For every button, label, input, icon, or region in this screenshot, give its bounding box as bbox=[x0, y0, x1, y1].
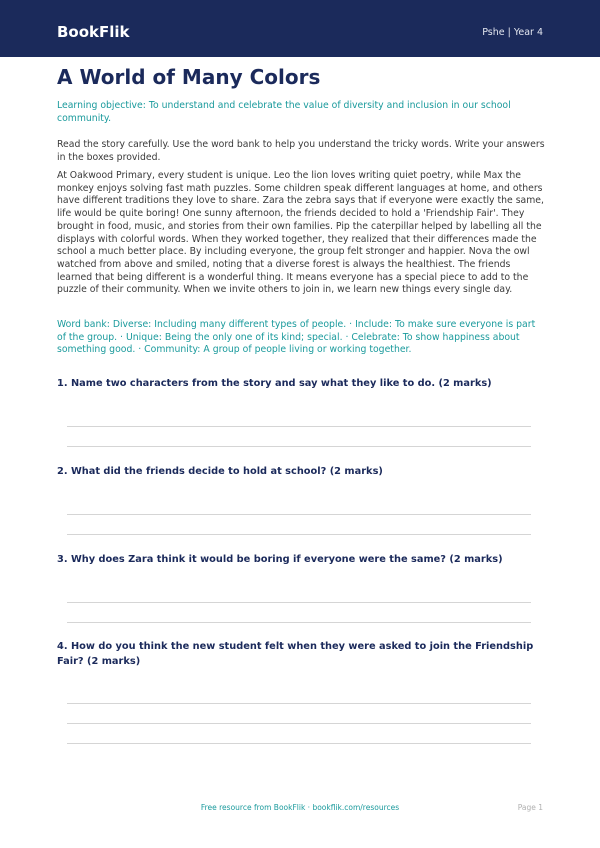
answer-line-q3-1[interactable] bbox=[67, 602, 531, 603]
instructions: Read the story carefully. Use the word bank to help you understand the tricky words. Write your answers in the boxes provided. bbox=[57, 139, 545, 163]
answer-line-q4-3[interactable] bbox=[67, 743, 531, 744]
subject-year-label: Pshe | Year 4 bbox=[482, 27, 543, 38]
answer-line-q1-1[interactable] bbox=[67, 426, 531, 427]
page-title: A World of Many Colors bbox=[57, 65, 321, 89]
answer-line-q1-2[interactable] bbox=[67, 446, 531, 447]
page-number: Page 1 bbox=[517, 803, 543, 812]
question-4: 4. How do you think the new student felt when they were asked to join the Friendship Fair? (2 marks) bbox=[57, 641, 534, 667]
answer-line-q4-2[interactable] bbox=[67, 723, 531, 724]
answer-line-q2-2[interactable] bbox=[67, 534, 531, 535]
brand-logo-text: BookFlik bbox=[57, 23, 130, 41]
question-2: 2. What did the friends decide to hold at school? (2 marks) bbox=[57, 466, 383, 477]
word-bank: Word bank: Diverse: Including many different types of people. · Include: To make sure everyone is part of the group. · Unique: Being the only one of its kind; special. · Celebrate: To show happiness about something good. · Community: A group of people living or working together. bbox=[57, 319, 536, 356]
answer-line-q2-1[interactable] bbox=[67, 514, 531, 515]
answer-line-q3-2[interactable] bbox=[67, 622, 531, 623]
footer-resource-link[interactable]: Free resource from BookFlik · bookflik.com/resources bbox=[200, 803, 400, 812]
question-3: 3. Why does Zara think it would be boring if everyone were the same? (2 marks) bbox=[57, 554, 503, 565]
header-bar bbox=[0, 0, 600, 57]
answer-line-q4-1[interactable] bbox=[67, 703, 531, 704]
question-1: 1. Name two characters from the story and say what they like to do. (2 marks) bbox=[57, 378, 492, 389]
story-text: At Oakwood Primary, every student is unique. Leo the lion loves writing quiet poetry, while Max the monkey enjoys solving fast math puzzles. Some children speak different languages at home, and others have different traditions they love to share. Zara the zebra says that if everyone were exactly the same, life would be quite boring! One sunny afternoon, the friends decided to hold a 'Friendship Fair'. They brought in food, music, and stories from their own families. Pip the caterpillar helped by labelling all the displays with colorful words. When they worked together, they realized that their differences made the school a much better place. By including everyone, the group felt stronger and happier. Nova the owl watched from above and smiled, noting that a diverse forest is always the healthiest. The friends learned that being different is a wonderful thing. It means everyone has a special piece to add to the puzzle of their community. When we invite others to join in, we learn new things every single day. bbox=[57, 170, 544, 296]
learning-objective: Learning objective: To understand and celebrate the value of diversity and inclusion in our school community. bbox=[57, 100, 511, 124]
